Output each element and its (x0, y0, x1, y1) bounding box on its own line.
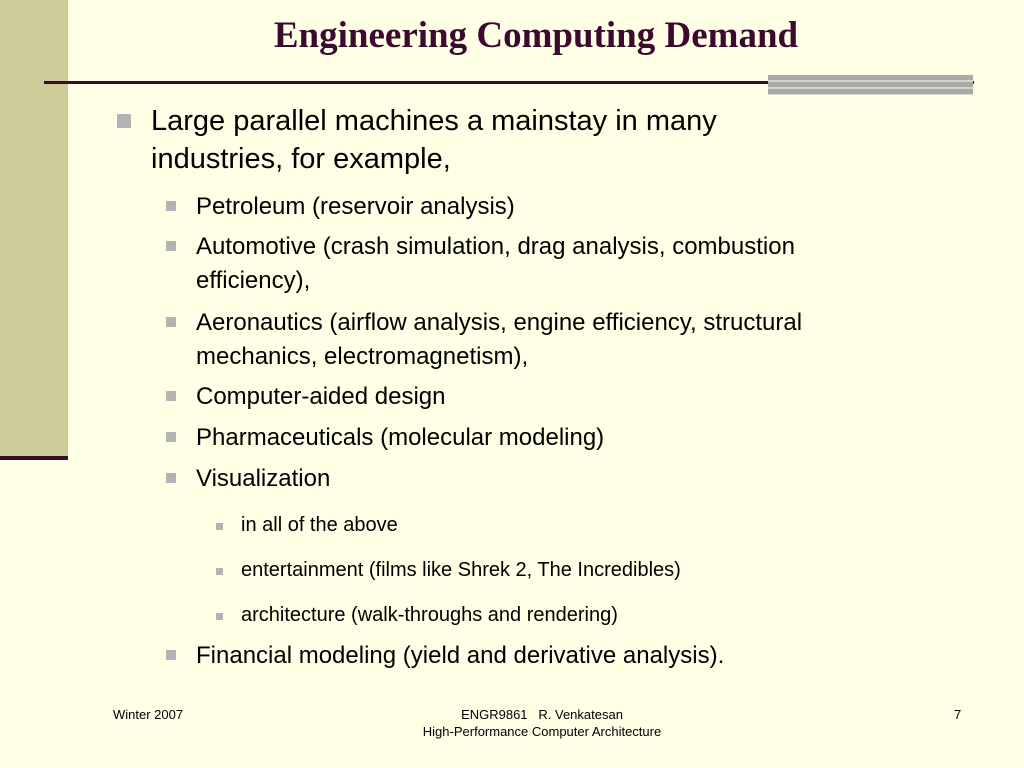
square-bullet-icon (117, 114, 131, 128)
bullet-main-line2: industries, for example, (151, 143, 451, 175)
footer-course-title: High-Performance Computer Architecture (422, 724, 662, 739)
square-bullet-icon (166, 391, 176, 401)
bullet-main-line1: Large parallel machines a mainstay in many (151, 105, 717, 137)
footer-course-info (392, 706, 692, 740)
bullet-pharma: Pharmaceuticals (molecular modeling) (196, 424, 605, 451)
bullet-automotive-line2: efficiency), (196, 267, 311, 294)
bullet-automotive-line1: Automotive (crash simulation, drag analysis, combustion (196, 233, 795, 260)
slide-title: Engineering Computing Demand (273, 15, 799, 56)
square-bullet-icon (166, 473, 176, 483)
square-bullet-icon (166, 432, 176, 442)
square-bullet-icon (166, 317, 176, 327)
bullet-petroleum: Petroleum (reservoir analysis) (196, 193, 515, 220)
page-number: 7 (954, 707, 962, 722)
bullet-vis-sub-3: architecture (walk-throughs and rendering) (241, 604, 618, 626)
square-bullet-icon (166, 201, 176, 211)
bullet-vis-sub-1: in all of the above (241, 514, 398, 536)
square-bullet-icon (216, 523, 223, 530)
square-bullet-icon (166, 241, 176, 251)
bullet-aeronautics-line2: mechanics, electromagnetism), (196, 343, 529, 370)
square-bullet-icon (216, 613, 223, 620)
footer-date: Winter 2007 (113, 707, 184, 722)
square-bullet-icon (166, 650, 176, 660)
bullet-aeronautics-line1: Aeronautics (airflow analysis, engine efficiency, structural (196, 309, 803, 336)
bullet-financial: Financial modeling (yield and derivative analysis). (196, 642, 725, 669)
bullet-vis-sub-2: entertainment (films like Shrek 2, The Incredibles) (241, 559, 681, 581)
bullet-cad: Computer-aided design (196, 383, 446, 410)
bullet-visualization: Visualization (196, 465, 331, 492)
square-bullet-icon (216, 568, 223, 575)
footer-course: ENGR9861 R. Venkatesan (461, 707, 623, 722)
